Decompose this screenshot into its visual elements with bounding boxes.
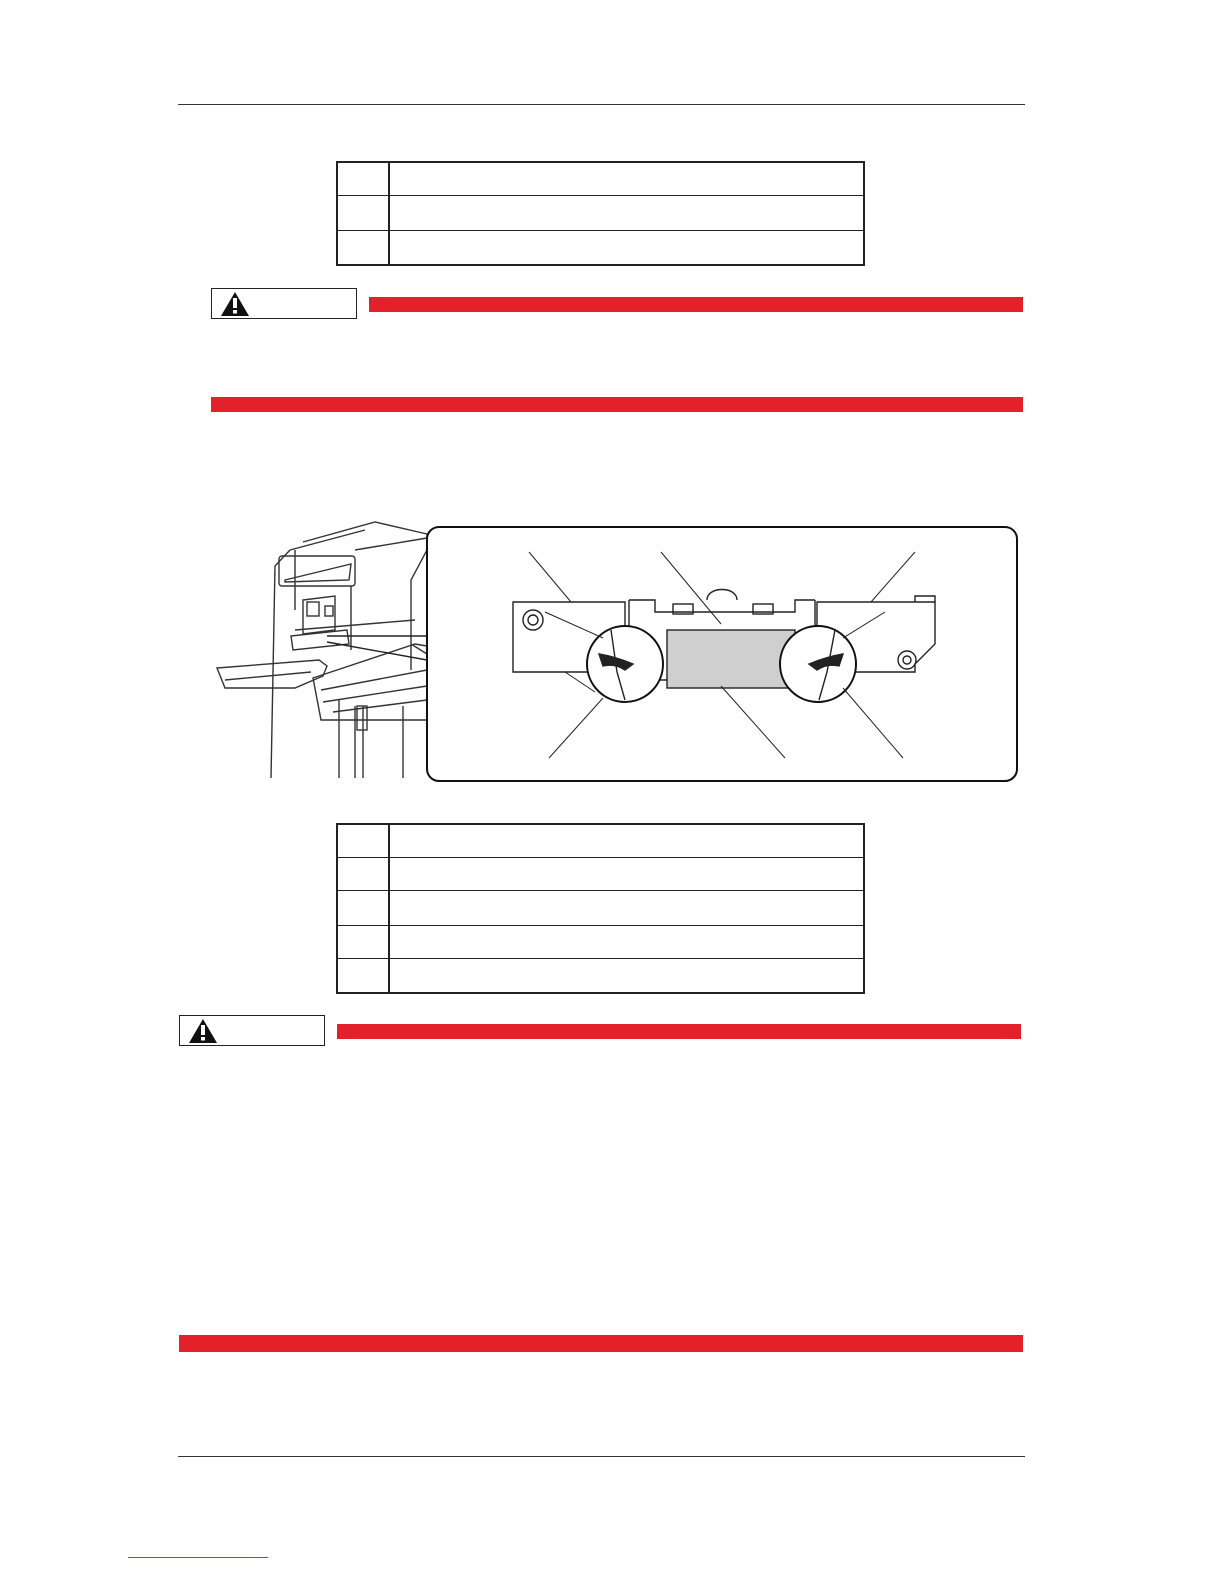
row-text (390, 858, 863, 890)
row-number (338, 891, 390, 925)
printer-illustration (215, 520, 1021, 792)
figure-printer-cap-detail (215, 520, 1021, 792)
table-row (338, 231, 863, 264)
table-row (338, 926, 863, 959)
warning-triangle-icon (220, 291, 250, 317)
row-number (338, 858, 390, 890)
row-text (390, 959, 863, 992)
table-row (338, 196, 863, 231)
caution-bar-bottom (179, 1335, 1023, 1352)
row-number (338, 163, 390, 195)
caution-badge (211, 288, 357, 319)
row-number (338, 231, 390, 264)
row-number (338, 959, 390, 992)
table-row (338, 891, 863, 926)
printer-body (217, 522, 427, 778)
caution-bar-bottom (211, 397, 1023, 412)
table-row (338, 959, 863, 992)
header-rule (178, 104, 1025, 105)
footer-rule (178, 1456, 1025, 1457)
row-number (338, 825, 390, 857)
parts-table-bottom (336, 823, 865, 994)
caution-badge (179, 1015, 325, 1046)
parts-table-top (336, 161, 865, 266)
caution-bar-top (337, 1024, 1021, 1039)
table-row (338, 825, 863, 858)
row-text (390, 196, 863, 230)
row-text (390, 825, 863, 857)
table-row (338, 163, 863, 196)
row-number (338, 926, 390, 958)
warning-triangle-icon (188, 1018, 218, 1044)
row-text (390, 231, 863, 264)
table-row (338, 858, 863, 891)
row-number (338, 196, 390, 230)
caution-bar-top (369, 297, 1023, 312)
footer-link-underline[interactable] (128, 1557, 268, 1558)
row-text (390, 163, 863, 195)
row-text (390, 926, 863, 958)
row-text (390, 891, 863, 925)
